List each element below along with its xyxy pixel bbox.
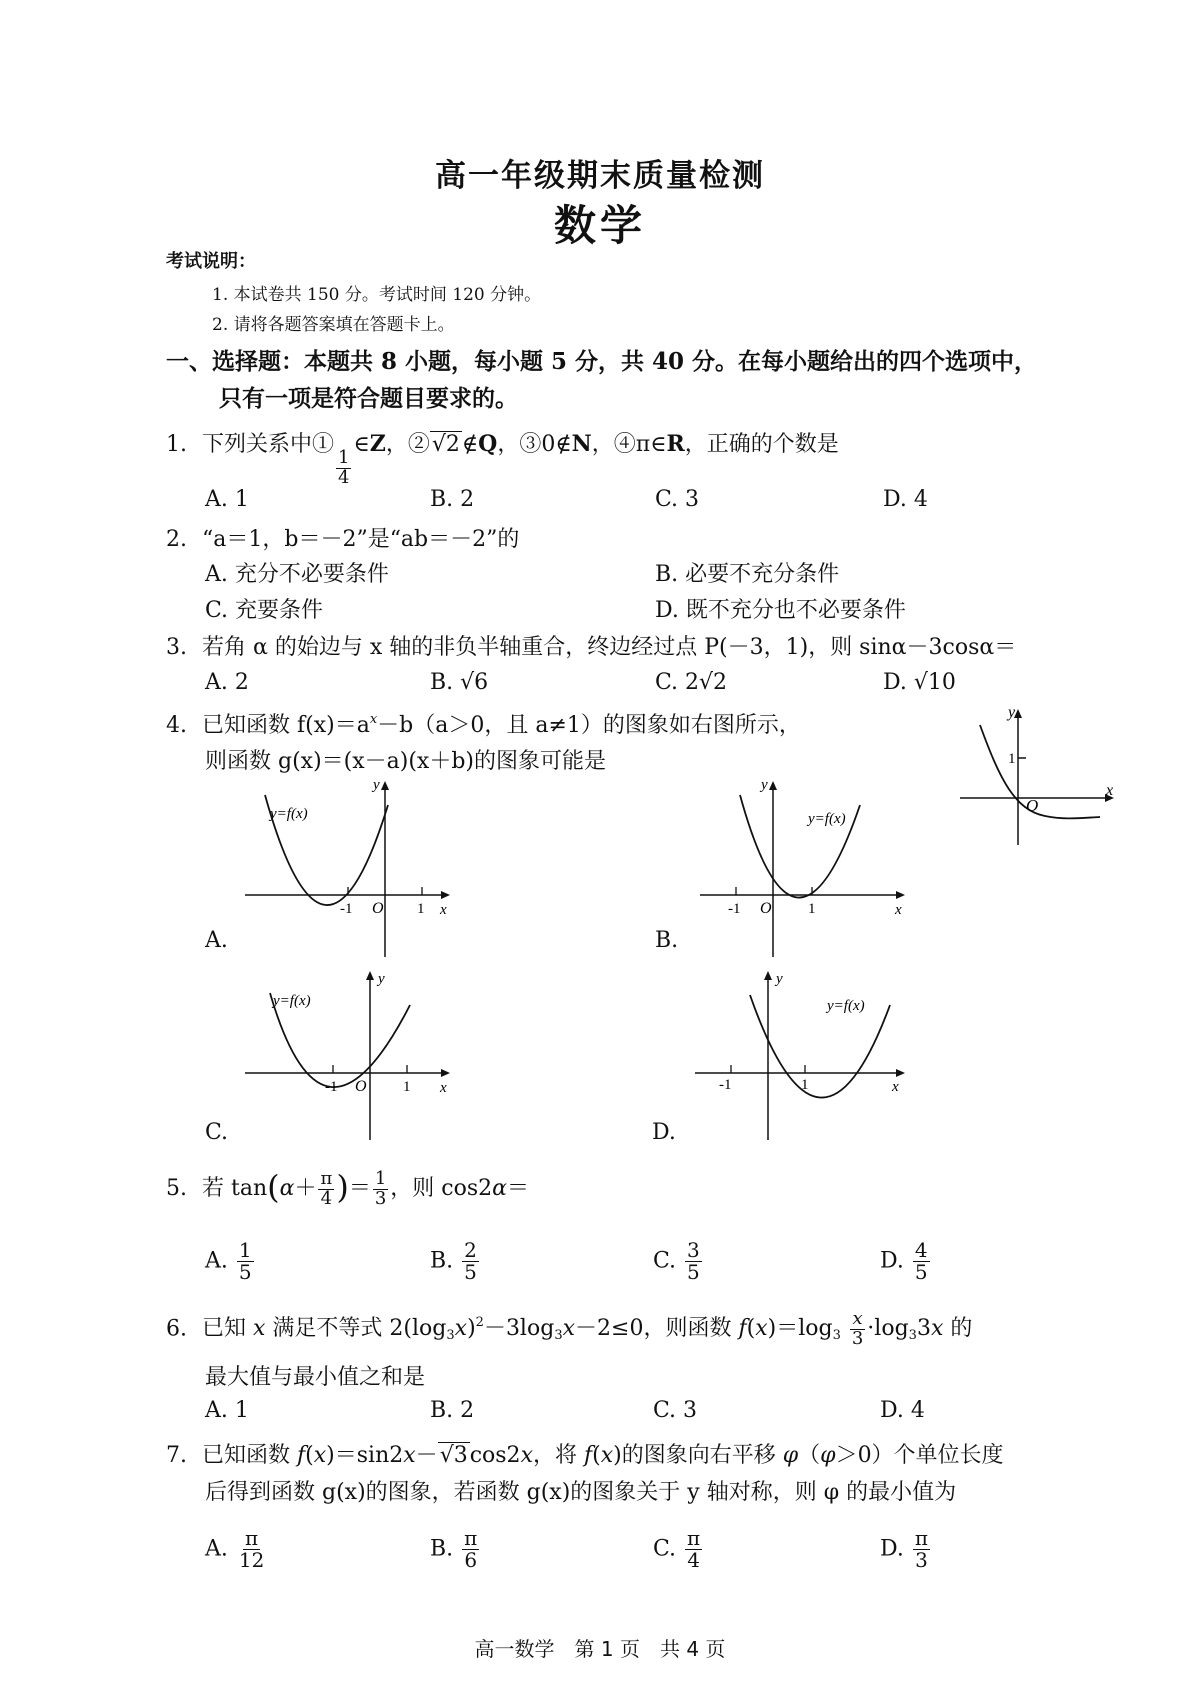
question-4 [166,708,801,739]
question-text: 下列关系中① [202,432,335,457]
option-b[interactable]: B. √6 [430,670,489,695]
question-3 [166,630,1016,661]
tick-label: 1 [417,901,425,917]
option-b[interactable]: B. 2 [430,1398,475,1423]
reference-graph [960,705,1120,850]
tick-label: -1 [728,901,741,917]
section-heading-cont: 只有一项是符合题目要求的。 [219,385,518,412]
tick-label: 1 [808,901,816,917]
origin-label: O [1026,796,1039,815]
origin-label: O [760,900,772,917]
option-b[interactable]: B. 2 [430,487,475,512]
question-text-suffix: ，正确的个数是 [684,432,839,457]
option-b[interactable]: B. 必要不充分条件 [655,562,840,587]
question-7-line2: 后得到函数 g(x)的图象，若函数 g(x)的图象关于 y 轴对称，则 φ 的最小值为 [205,1480,957,1505]
option-a[interactable]: A. $\frac{1}{5}$ [205,1238,252,1284]
curve-label: y=f(x) [827,998,865,1014]
option-b[interactable]: B. $\frac{\pi}{6}$ [430,1526,478,1572]
option-d[interactable]: D. 4 [883,487,928,512]
y-axis-label: y [1008,705,1016,721]
option-c[interactable]: C. 3 [655,487,700,512]
question-4-line2: 则函数 g(x)＝(x－a)(x＋b)的图象可能是 [205,749,606,774]
option-c[interactable]: C. $\frac{3}{5}$ [653,1238,700,1284]
option-c[interactable]: C. 2√2 [655,670,728,695]
y-axis-label: y [761,777,768,793]
option-a[interactable]: A. $\frac{\pi}{12}$ [205,1526,265,1572]
x-axis-label: x [440,1080,447,1096]
graph-option-d [695,965,910,1145]
note-item: 2. 请将各题答案填在答题卡上。 [212,315,455,335]
question-number: 2. [166,527,187,552]
graph-option-a [245,775,455,960]
option-a[interactable]: A. 2 [205,670,249,695]
option-c[interactable]: C. 3 [653,1398,698,1423]
question-6: 6. 已知 x 满足不等式 $2(\log_3x)^2-3\log_3x-2\le 0$，则函数 $f(x)=\log_3$ $\frac{x}{3}$ $\cdot\log_33x$ 的 [166,1308,973,1349]
question-text: 已知函数 f(x)＝a [202,713,370,738]
question-5: 5. 若 tan(α＋ $\frac{\pi}{4}$ )＝ $\frac{1}{3}$ ，则 cos2α＝ [166,1167,530,1209]
x-axis-label: x [1106,782,1114,799]
curve-label: y=f(x) [273,993,311,1009]
tick-label: 1 [801,1077,809,1093]
question-text: “a＝1，b＝－2”是“ab＝－2”的 [202,527,520,552]
option-a[interactable]: A. 充分不必要条件 [205,562,389,587]
origin-label: O [355,1078,367,1095]
option-d[interactable]: D. 4 [880,1398,925,1423]
question-number: 1. [166,432,187,457]
graph-label-a[interactable]: A. [205,928,228,953]
graph-label-d[interactable]: D. [652,1120,676,1145]
graph-label-c[interactable]: C. [205,1120,229,1145]
notes-heading: 考试说明： [166,251,256,272]
exam-subject: 数学 [553,201,646,250]
note-item: 1. 本试卷共 150 分。考试时间 120 分钟。 [212,285,542,305]
option-d[interactable]: D. $\frac{4}{5}$ [880,1238,928,1284]
graph-option-c [245,965,455,1145]
exam-title: 高一年级期末质量检测 [435,158,765,194]
x-axis-label: x [895,902,902,918]
exponent: x [369,712,378,727]
tick-label: 1 [403,1079,411,1095]
y-axis-label: y [378,971,385,987]
y-axis-label: y [373,777,380,793]
tick-label: -1 [325,1079,338,1095]
option-d[interactable]: D. $\frac{\pi}{3}$ [880,1526,929,1572]
tick-label: -1 [719,1077,732,1093]
question-6-line2: 最大值与最小值之和是 [205,1365,426,1390]
question-text-cont: －b（a＞0，且 a≠1）的图象如右图所示， [377,713,801,738]
question-1: 1. 下列关系中① $\frac{1}{4}$ ∈Z，②√2∉Q，③0∉N，④π∈R，正确的个数是 [166,431,839,488]
option-b[interactable]: B. $\frac{2}{5}$ [430,1238,477,1284]
x-axis-label: x [440,902,447,918]
question-number: 3. [166,635,187,660]
question-2 [166,522,519,553]
graph-option-b [700,775,910,960]
question-number: 6. [166,1316,187,1342]
tick-label: -1 [340,901,353,917]
page-footer: 高一数学 第 1 页 共 4 页 [474,1637,726,1661]
option-a[interactable]: A. 1 [205,487,249,512]
question-number: 7. [166,1443,187,1468]
question-number: 4. [166,713,187,738]
question-7: 7. 已知函数 f(x)＝sin2x－√3cos2x，将 f(x)的图象向右平移 φ（φ＞0）个单位长度 [166,1443,1004,1468]
question-text: 若角 α 的始边与 x 轴的非负半轴重合，终边经过点 P(－3，1)，则 sinα－3cosα＝ [202,635,1017,660]
tick-label: 1 [1008,751,1016,767]
option-d[interactable]: D. √10 [883,670,956,695]
option-c[interactable]: C. 充要条件 [205,598,324,623]
option-d[interactable]: D. 既不充分也不必要条件 [655,598,906,623]
option-a[interactable]: A. 1 [205,1398,249,1423]
curve-label: y=f(x) [270,806,308,822]
x-axis-label: x [892,1079,899,1095]
graph-label-b[interactable]: B. [655,928,679,953]
y-axis-label: y [776,971,783,987]
question-number: 5. [166,1176,187,1201]
curve-label: y=f(x) [808,811,846,827]
option-c[interactable]: C. $\frac{\pi}{4}$ [653,1526,701,1572]
section-heading: 一、选择题：本题共 8 小题，每小题 5 分，共 40 分。在每小题给出的四个选项中， [166,348,1038,375]
origin-label: O [372,900,384,917]
